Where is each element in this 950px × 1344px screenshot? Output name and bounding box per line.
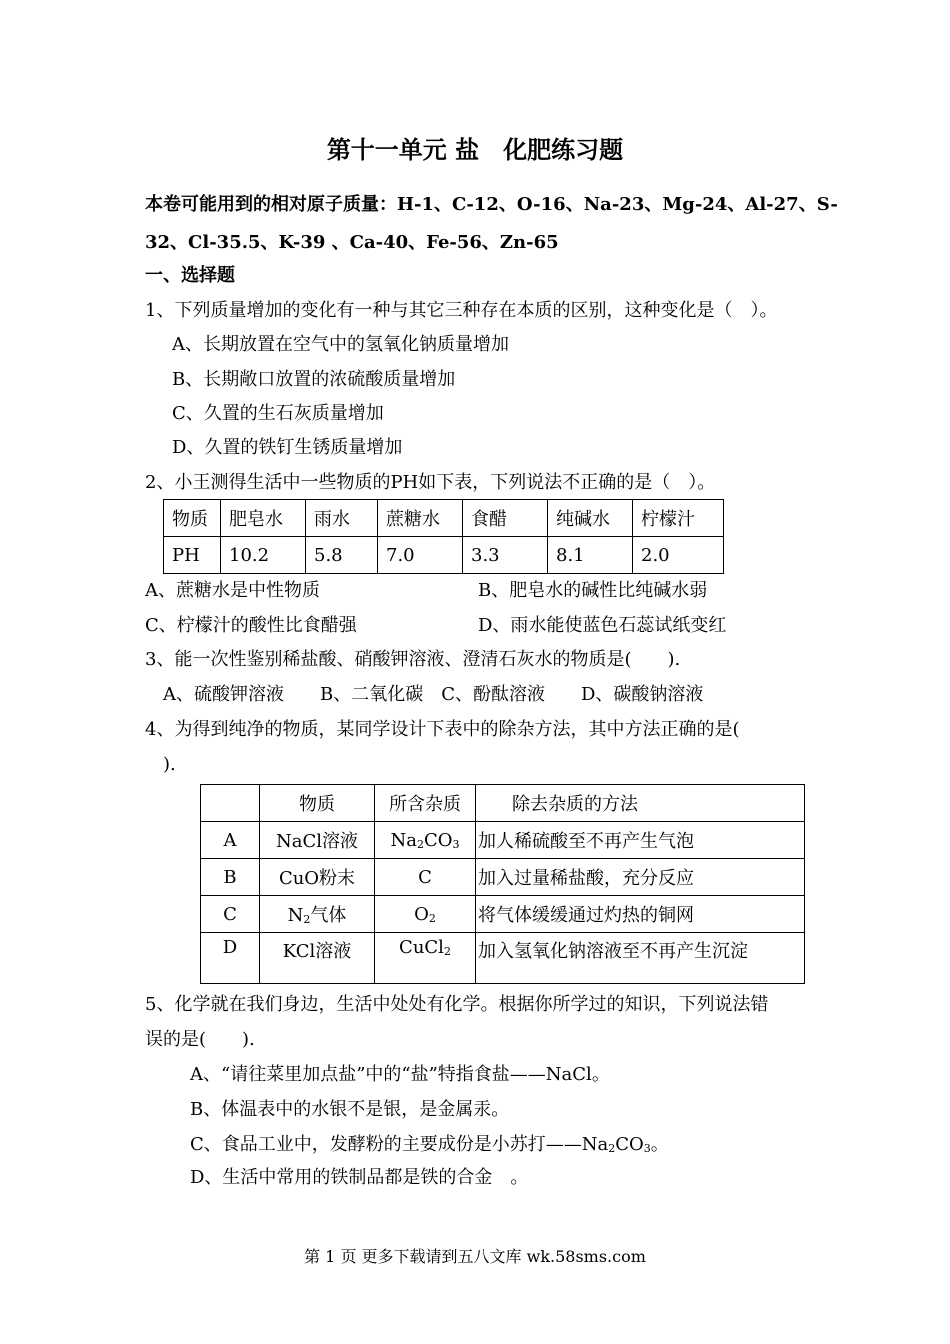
row-label: C (201, 896, 260, 933)
q5-option-b: B、体温表中的水银不是银，是金属汞。 (190, 1099, 510, 1120)
q5-option-d: D、生活中常用的铁制品都是铁的合金 。 (190, 1167, 529, 1188)
formula-text: N (287, 905, 304, 926)
page-title: 第十一单元 盐 化肥练习题 (326, 135, 624, 164)
substance-cell: KCl溶液 (260, 933, 375, 984)
formula-text: CuCl (399, 937, 444, 958)
q5-stem-continued: 误的是( ). (145, 1029, 255, 1050)
q3-options: A、硫酸钾溶液 B、二氧化碳 C、酚酞溶液 D、碳酸钠溶液 (163, 684, 704, 705)
impurity-table-row (201, 822, 805, 859)
q1-option-d: D、久置的铁钉生锈质量增加 (172, 437, 403, 458)
ph-header-cell: 蔗糖水 (378, 500, 463, 537)
method-cell: 加入过量稀盐酸，充分反应 (476, 859, 805, 896)
page-footer: 第 1 页 更多下载请到五八文库 wk.58sms.com (304, 1247, 646, 1266)
ph-table-header (164, 500, 724, 537)
impurity-cell: C (375, 859, 476, 896)
q2-stem: 2、小王测得生活中一些物质的PH如下表，下列说法不正确的是（ ）。 (145, 472, 716, 493)
ph-header-cell: 物质 (164, 500, 221, 537)
q1-option-c: C、久置的生石灰质量增加 (172, 403, 384, 424)
ph-header-cell: 柠檬汁 (633, 500, 724, 537)
option-text: C、食品工业中，发酵粉的主要成份是小苏打——Na (190, 1134, 609, 1155)
formula-subscript: 3 (643, 1142, 651, 1155)
method-cell: 加人稀硫酸至不再产生气泡 (476, 822, 805, 859)
formula-text: CO (423, 829, 453, 851)
q3-stem: 3、能一次性鉴别稀盐酸、硝酸钾溶液、澄清石灰水的物质是( ). (145, 649, 681, 670)
option-text: 。 (650, 1134, 669, 1155)
substance-cell (260, 896, 375, 933)
atomic-mass-line-1: 本卷可能用到的相对原子质量：H-1、C-12、O-16、Na-23、Mg-24、Al-27、S- (145, 194, 838, 215)
ph-header-cell: 雨水 (306, 500, 378, 537)
formula-subscript: 2 (416, 837, 424, 851)
ph-header-cell: 肥皂水 (221, 500, 306, 537)
formula-subscript: 2 (443, 945, 451, 958)
impurity-header-cell: 所含杂质 (375, 785, 476, 822)
substance-cell: CuO粉末 (260, 859, 375, 896)
ph-cell: 7.0 (378, 537, 463, 574)
q5-option-a: A、“请往菜里加点盐”中的“盐”特指食盐——NaCl。 (190, 1064, 610, 1085)
formula-subscript: 3 (452, 837, 460, 851)
section-heading-choice: 一、选择题 (145, 265, 235, 286)
q2-option-a: A、蔗糖水是中性物质 (145, 580, 320, 601)
ph-header-cell: 食醋 (463, 500, 548, 537)
ph-table-row (164, 537, 724, 574)
impurity-table-row (201, 933, 805, 984)
impurity-table-header (201, 785, 805, 822)
q2-option-d: D、雨水能使蓝色石蕊试纸变红 (478, 615, 727, 636)
q5-stem: 5、化学就在我们身边，生活中处处有化学。根据你所学过的知识，下列说法错 (145, 994, 769, 1015)
ph-cell: 10.2 (221, 537, 306, 574)
atomic-mass-line-2: 32、Cl-35.5、K-39 、Ca-40、Fe-56、Zn-65 (145, 232, 559, 253)
row-label: B (201, 859, 260, 896)
q4-stem: 4、为得到纯净的物质，某同学设计下表中的除杂方法，其中方法正确的是( (145, 719, 740, 740)
ph-header-cell: 纯碱水 (548, 500, 633, 537)
q1-stem: 1、下列质量增加的变化有一种与其它三种存在本质的区别，这种变化是（ ）。 (145, 300, 778, 321)
impurity-table (200, 784, 805, 984)
ph-cell: 2.0 (633, 537, 724, 574)
impurity-cell (375, 933, 476, 984)
impurity-cell (375, 822, 476, 859)
impurity-header-cell: 除去杂质的方法 (476, 785, 805, 822)
row-label: D (201, 933, 260, 984)
formula-subscript: 2 (428, 911, 436, 925)
formula-text: O (414, 903, 429, 925)
formula-subscript: 2 (303, 913, 311, 926)
method-cell: 将气体缓缓通过灼热的铜网 (476, 896, 805, 933)
method-cell: 加入氢氧化钠溶液至不再产生沉淀 (476, 933, 805, 984)
q1-option-b: B、长期敞口放置的浓硫酸质量增加 (172, 369, 456, 390)
impurity-cell (375, 896, 476, 933)
q5-option-c (190, 1130, 669, 1156)
ph-cell: 5.8 (306, 537, 378, 574)
impurity-table-row (201, 859, 805, 896)
q2-option-c: C、柠檬汁的酸性比食醋强 (145, 615, 357, 636)
impurity-header-cell: 物质 (260, 785, 375, 822)
formula-text: CO (615, 1134, 644, 1155)
ph-cell: 8.1 (548, 537, 633, 574)
formula-text: 气体 (310, 905, 347, 926)
ph-table (163, 499, 724, 574)
ph-cell: 3.3 (463, 537, 548, 574)
ph-cell: PH (164, 537, 221, 574)
q4-stem-continued: ). (145, 754, 176, 775)
formula-subscript: 2 (608, 1142, 616, 1155)
q2-option-b: B、肥皂水的碱性比纯碱水弱 (478, 580, 708, 601)
impurity-table-row (201, 896, 805, 933)
row-label: A (201, 822, 260, 859)
q1-option-a: A、长期放置在空气中的氢氧化钠质量增加 (172, 334, 509, 355)
impurity-header-cell (201, 785, 260, 822)
formula-text: Na (390, 829, 417, 851)
substance-cell: NaCl溶液 (260, 822, 375, 859)
